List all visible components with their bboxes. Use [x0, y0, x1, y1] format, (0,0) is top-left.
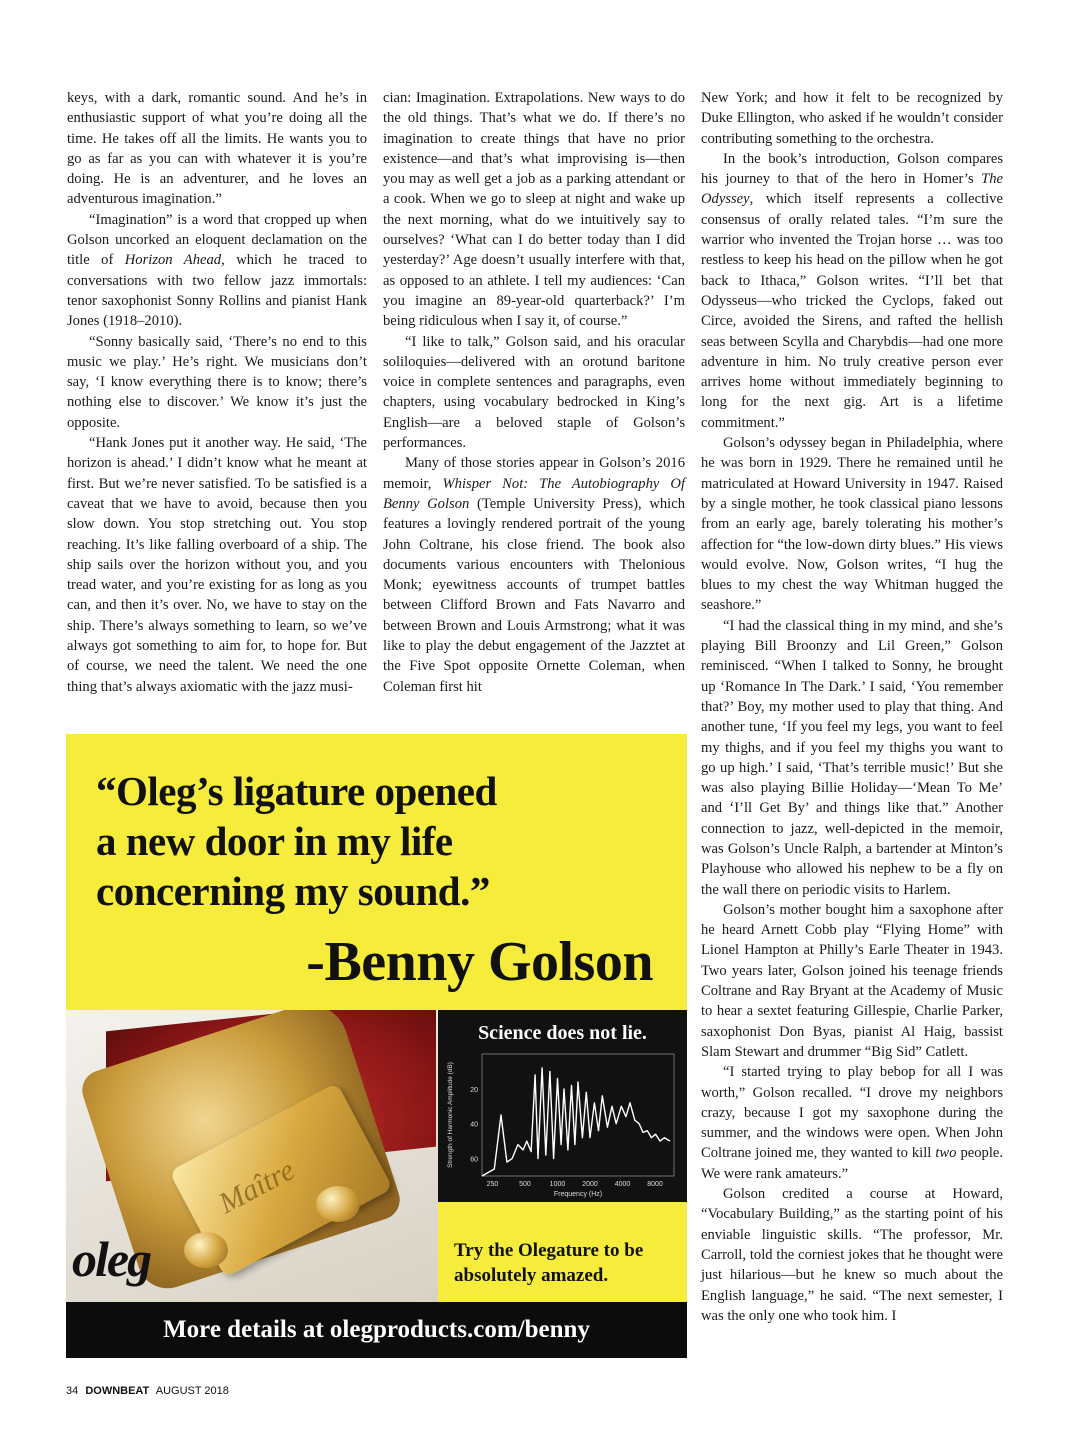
article-paragraph: “Sonny basically said, ‘There’s no end to this music we play.’ He’s right. We musicians don’t say, ‘I know everything there is to know; there’s nothing else to discover.’ We know it’s just the opposite.	[67, 333, 367, 431]
ad-quote-line: a new door in my life	[96, 818, 453, 864]
ad-call-to-action	[438, 1202, 687, 1302]
text-run: In the book’s introduction, Golson compares his journey to that of the hero in Homer’s	[701, 150, 1003, 188]
article-paragraph: “I like to talk,” Golson said, and his oracular soliloquies—delivered with an orotund baritone voice in complete sentences and paragraphs, even chapters, using vocabulary bedrocked in King’s English—are a beloved staple of Golson’s performances.	[383, 333, 685, 452]
cta-line: absolutely amazed.	[454, 1265, 609, 1286]
ligature-screw	[316, 1186, 360, 1222]
x-tick-label: 250	[486, 1181, 499, 1188]
article-paragraph: Golson credited a course at Howard, “Vocabulary Building,” as the starting point of his enviable linguistic skills. “The professor, Mr. Carroll, told the corniest jokes that he thought were just hilarious—but he knew so much about the English language,” he said. “The next semester, I was the only one who took him. I	[701, 1186, 1003, 1324]
x-axis-label: Frequency (Hz)	[553, 1191, 603, 1198]
y-axis-label: Strength of Harmonic Amplitude (dB)	[447, 1062, 454, 1168]
article-paragraph: Golson’s mother bought him a saxophone after he heard Arnett Cobb play “Flying Home” with Lionel Hampton at Philly’s Earle Theater in 1943. Two years later, Golson joined his teenage friends Coltrane and Ray Bryant at the Academy of Music to hear a sextet featuring Gillespie, Charlie Parker, saxophonist Don Byas, pianist Al Haig, bassist Slam Stewart and drummer “Big Sid” Catlett.	[701, 901, 1003, 1060]
chart-title: Science does not lie.	[478, 1022, 647, 1044]
cta-line: Try the Olegature to be	[454, 1240, 644, 1261]
x-tick-label: 1000	[549, 1181, 566, 1188]
text-run: “Imagination” is a word that cropped up when Golson uncorked an eloquent declamation on the title of	[67, 211, 367, 269]
page-footer	[66, 1385, 229, 1397]
ad-quote-line: concerning my sound.”	[96, 868, 490, 914]
text-run: (Temple University Press), which features a lovingly rendered portrait of the young John Coltrane, his close friend. The book also documents various encounters with Thelonious Monk; eyewitness accounts of trumpet battles between Clifford Brown and Fats Navarro and between Brown and Louis Armstrong; what it was like to play the debut engagement of the Jazztet at the Five Spot opposite Ornette Coleman, when Coleman first hit	[383, 495, 686, 695]
y-tick-label: 20	[470, 1086, 478, 1094]
issue-date: AUGUST 2018	[155, 1385, 229, 1397]
page-number: 34	[66, 1385, 79, 1397]
y-tick-label: 40	[470, 1121, 478, 1129]
x-tick-label: 2000	[582, 1181, 598, 1188]
oleg-logo: oleg	[72, 1231, 151, 1287]
ad-quote	[96, 766, 497, 916]
harmonic-amplitude-chart	[438, 1010, 687, 1202]
article-paragraph: Golson’s odyssey began in Philadelphia, where he was born in 1929. There he remained until he matriculated at Howard University in 1947. Raised by a single mother, he took classical piano lessons from an early age, barely tolerating his mother’s affection for “the low-down dirty blues.” His views would evolve. Now, Golson writes, “I hug the blues to my chest the way Whitman hugged the seashore.”	[701, 435, 1003, 614]
ad-attribution: -Benny Golson	[306, 931, 653, 993]
text-run: , which itself represents a collective consensus of orally related tales. “I’m sure the warrior who invented the Trojan horse … was too restless to keep his head on the pillow when he got back to Ithaca,” Golson writes. “I’ll bet that Odysseus—who tricked the Cyclops, faked out Circe, avoided the Sirens, and rafted the hellish seas between Scylla and Charybdis—had one more adventure in him. No truly creative person ever arrives home without immediately beginning to long for the next gig. Art is a lifetime commitment.”	[701, 191, 1003, 431]
text-run: “I started trying to play bebop for all I was worth,” Golson recalled. “I drove my neighbors crazy, because I got my saxophone during the summer, and the windows were open. When John Coltrane joined me, they wanted to kill	[701, 1064, 1003, 1162]
chart-plot-area	[482, 1054, 674, 1176]
article-paragraph: New York; and how it felt to be recognized by Duke Ellington, who asked if he wouldn’t consider contributing something to the orchestra.	[701, 90, 1003, 147]
italic-title: Whisper Not: The Autobiography Of Benny Golson	[383, 475, 685, 512]
article-paragraph	[701, 149, 1003, 433]
article-paragraph: keys, with a dark, romantic sound. And he’s in enthusiastic support of what you’re doing all the time. He takes off all the limits. He wants you to go as far as you can with whatever it is you’re doing. He is an adventurer, and he loves an adventurous imagination.”	[67, 90, 367, 208]
article-column-3	[701, 88, 1003, 1326]
article-column-1	[67, 88, 367, 697]
olegature-advertisement	[66, 734, 687, 1358]
italic-title: The Odyssey	[701, 171, 1003, 208]
italic-title: two	[935, 1145, 957, 1162]
plate-engraving: Maître	[213, 1153, 300, 1221]
ligature-product-photo	[66, 1010, 438, 1302]
article-paragraph	[67, 210, 367, 332]
chart-svg	[438, 1010, 687, 1202]
text-run: , which he traced to conversations with two fellow jazz immortals: tenor saxophonist Sonny Rollins and pianist Hank Jones (1918–2010).	[67, 252, 367, 330]
article-paragraph	[383, 453, 685, 697]
article-paragraph: cian: Imagination. Extrapolations. New ways to do the old things. That’s what we do. If there’s no imagination to create things that have no prior existence—and that’s what improvising is—then you may as well get a job as a parking attendant or a cook. When we go to sleep at night and wake up the next morning, what do we intuitively say to ourselves? ‘What can I do better today than I did yesterday?’ Age doesn’t usually interfere with that, as opposed to an athlete. I tell my audiences: ‘Can you imagine an 89-year-old quarterback?’ I’m being ridiculous when I say it, of course.”	[383, 90, 685, 330]
x-tick-label: 500	[519, 1181, 531, 1188]
ligature-screw	[184, 1232, 228, 1268]
ad-quote-panel	[66, 734, 687, 1010]
x-tick-label: 8000	[647, 1181, 663, 1188]
article-column-2	[383, 88, 685, 697]
article-paragraph	[701, 1062, 1003, 1184]
ad-url-banner[interactable]: More details at olegproducts.com/benny	[66, 1302, 687, 1358]
text-run: people. We were rank amateurs.”	[701, 1145, 1003, 1182]
x-tick-label: 4000	[614, 1181, 631, 1188]
ad-quote-line: “Oleg’s ligature opened	[96, 768, 497, 814]
article-paragraph: “Hank Jones put it another way. He said, ‘The horizon is ahead.’ I didn’t know what he meant at first. But we’re never satisfied. To be satisfied is a caveat that we have to avoid, because then you slow down. You stop stretching out. You stop reaching. It’s like falling overboard of a ship. The ship sails over the horizon without you, and you tread water, and you’re existing for as long as you can, and then it’s over. No, we have to stay on the ship. There’s always something to learn, so we’ve always got something to aim for, to hope for. But of course, we need the talent. We need the one thing that’s always axiomatic with the jazz musi-	[67, 435, 367, 695]
article-paragraph: “I had the classical thing in my mind, and she’s playing Bill Broonzy and Lil Green,” Golson reminisced. “When I talked to Sonny, he brought up ‘Romance In The Dark.’ I said, ‘You remember that?’ Boy, my mother used to play that thing. And another tune, ‘If you feel my legs, you want to feel my thighs, and if you feel my thighs you want to go up high.’ I said, ‘That’s terrible music!’ But she was also playing Billie Holiday—‘Mean To Me’ and ‘I’ll Get By’ and things like that.” Another connection to jazz, well-depicted in the memoir, was Golson’s Uncle Ralph, a bartender at Minton’s Playhouse who allowed his nephew to be a fly on the wall there on periodic visits to Harlem.	[701, 617, 1003, 898]
italic-title: Horizon Ahead	[124, 252, 222, 269]
magazine-name: DOWNBEAT	[85, 1385, 150, 1397]
y-tick-label: 60	[470, 1156, 478, 1164]
text-run: Many of those stories appear in Golson’s 2016 memoir,	[383, 455, 685, 492]
